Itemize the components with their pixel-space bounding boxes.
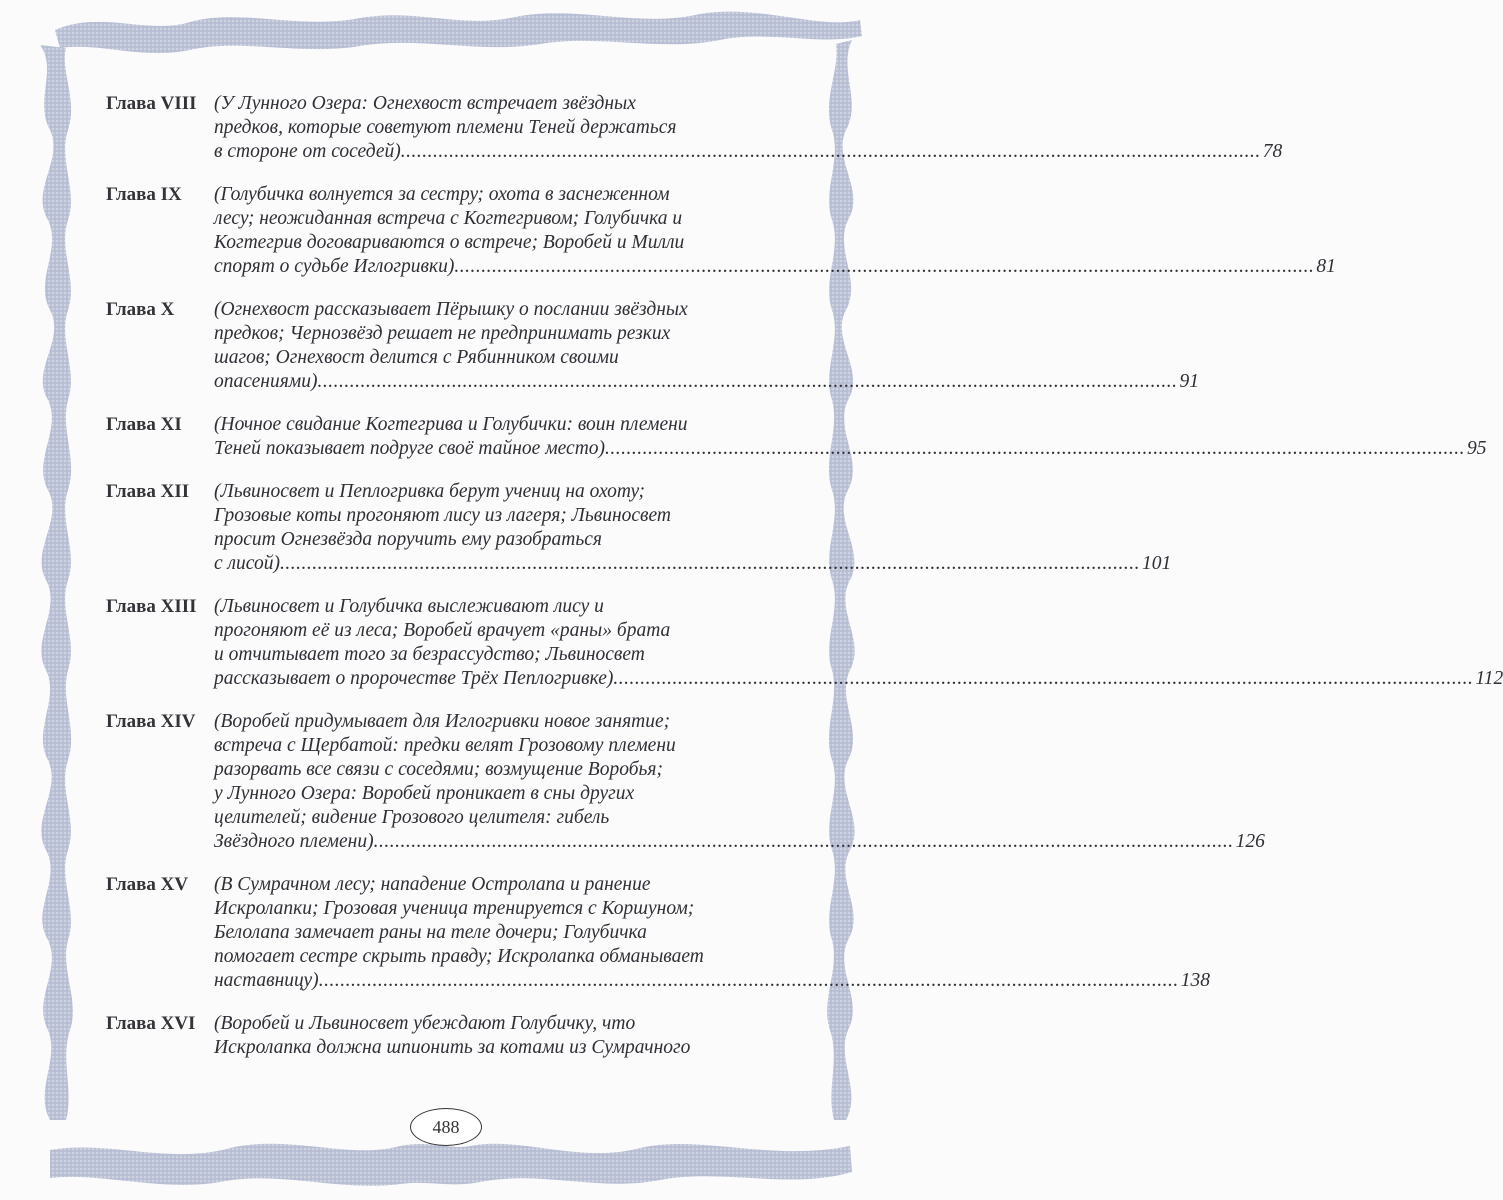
chapter-label: Глава XVI [106,1013,196,1034]
description-line: (Львиносвет и Голубичка выслеживают лису и [214,596,604,617]
description-line: и отчитывает того за безрассудство; Львиносвет [214,644,645,665]
description-line: предков; Чернозвёзд решает не предпринимать резких [214,323,671,344]
chapter-label: Глава XIV [106,711,196,732]
description-line: (Ночное свидание Когтегрива и Голубички: воин племени [214,414,688,435]
toc-entry [106,183,1336,279]
toc-entry [106,710,1265,854]
description-line: Искролапка должна шпионить за котами из Сумрачного [214,1037,691,1058]
description-line: (Львиносвет и Пеплогривка берут учениц на охоту; [214,481,645,502]
description-line: (В Сумрачном лесу; нападение Остролапа и ранение [214,874,651,895]
border-bottom [50,1144,852,1186]
description-line: в стороне от соседей) [214,141,401,162]
description-line: разорвать все связи с соседями; возмущение Воробья; [214,759,663,780]
border-top [55,12,862,53]
chapter-label: Глава XI [106,414,182,435]
chapter-description [214,92,1282,164]
description-line: прогоняют её из леса; Воробей врачует «раны» брата [214,620,671,641]
toc-entry [106,413,1487,461]
page-reference: 112 [1475,668,1503,689]
toc-entry [106,92,1283,164]
description-last-line [214,140,1282,164]
description-line: (Голубичка волнуется за сестру; охота в заснеженном [214,184,670,205]
description-last-line [214,830,1265,854]
description-line: Теней показывает подруге своё тайное место) [214,438,606,459]
description-line: Звёздного племени) [214,831,374,852]
page-reference: 101 [1141,553,1172,574]
dot-leader [317,370,1177,394]
description-line: Искролапки; Грозовая ученица тренируется с Коршуном; [214,898,695,919]
description-line: лесу; неожиданная встреча с Когтегривом; Голубичка и [214,208,683,229]
page-reference: 81 [1316,256,1336,277]
description-line: (Воробей и Львиносвет убеждают Голубичку, что [214,1013,636,1034]
description-line: наставницу) [214,970,319,991]
chapter-label: Глава XIII [106,596,197,617]
description-line: с лисой) [214,553,280,574]
toc-entry [106,1012,796,1060]
toc-entry [106,595,1503,691]
dot-leader [280,552,1140,576]
description-line: просит Огнезвёзда поручить ему разобраться [214,529,602,550]
description-line: (Огнехвост рассказывает Пёрышку о послании звёздных [214,299,688,320]
description-line: встреча с Щербатой: предки велят Грозовому племени [214,735,676,756]
description-line: опасениями) [214,371,318,392]
chapter-description [214,480,1171,576]
dot-leader [401,140,1261,164]
dot-leader [319,969,1179,993]
toc-entry [106,873,1210,993]
chapter-label: Глава XV [106,874,189,895]
dot-leader [605,437,1465,461]
description-line: предков, которые советуют племени Теней держаться [214,117,677,138]
chapter-description [214,595,1503,691]
description-line: у Лунного Озера: Воробей проникает в сны других [214,783,635,804]
chapter-label: Глава X [106,299,175,320]
description-line: (У Лунного Озера: Огнехвост встречает звёздных [214,93,636,114]
dot-leader [613,667,1473,691]
chapter-description [214,873,1210,993]
chapter-label: Глава IX [106,184,182,205]
description-last-line [214,370,1199,394]
toc-entry [106,298,1199,394]
border-left [40,45,73,1120]
dot-leader [374,830,1234,854]
chapter-label: Глава XII [106,481,190,502]
description-line: помогает сестре скрыть правду; Искролапка обманывает [214,946,704,967]
description-line: (Воробей придумывает для Иглогривки новое занятие; [214,711,671,732]
description-line: Когтегрив договариваются о встрече; Воробей и Милли [214,232,685,253]
description-line: рассказывает о пророчестве Трёх Пеплогривке) [214,668,614,689]
description-last-line [214,552,1171,576]
page-reference: 95 [1467,438,1487,459]
chapter-label: Глава VIII [106,93,197,114]
page-reference: 126 [1235,831,1265,852]
toc-entry [106,480,1172,576]
chapter-description [214,183,1336,279]
description-last-line [214,255,1336,279]
page-reference: 91 [1179,371,1199,392]
description-last-line [214,437,1487,461]
description-line: целителей; видение Грозового целителя: гибель [214,807,610,828]
description-line: Грозовые коты прогоняют лису из лагеря; Львиносвет [214,505,671,526]
page-number: 488 [410,1108,482,1146]
description-line: Белолапа замечает раны на теле дочери; Голубичка [214,922,647,943]
page-reference: 78 [1262,141,1283,162]
dot-leader [454,255,1314,279]
table-of-contents [106,92,1503,1079]
chapter-description [214,298,1199,394]
chapter-description [214,413,1487,461]
description-line: шагов; Огнехвост делится с Рябинником своими [214,347,619,368]
chapter-description [214,710,1265,854]
page-reference: 138 [1180,970,1210,991]
description-last-line [214,969,1210,993]
description-line: спорят о судьбе Иглогривки) [214,256,455,277]
chapter-description [214,1012,796,1060]
description-last-line [214,667,1503,691]
